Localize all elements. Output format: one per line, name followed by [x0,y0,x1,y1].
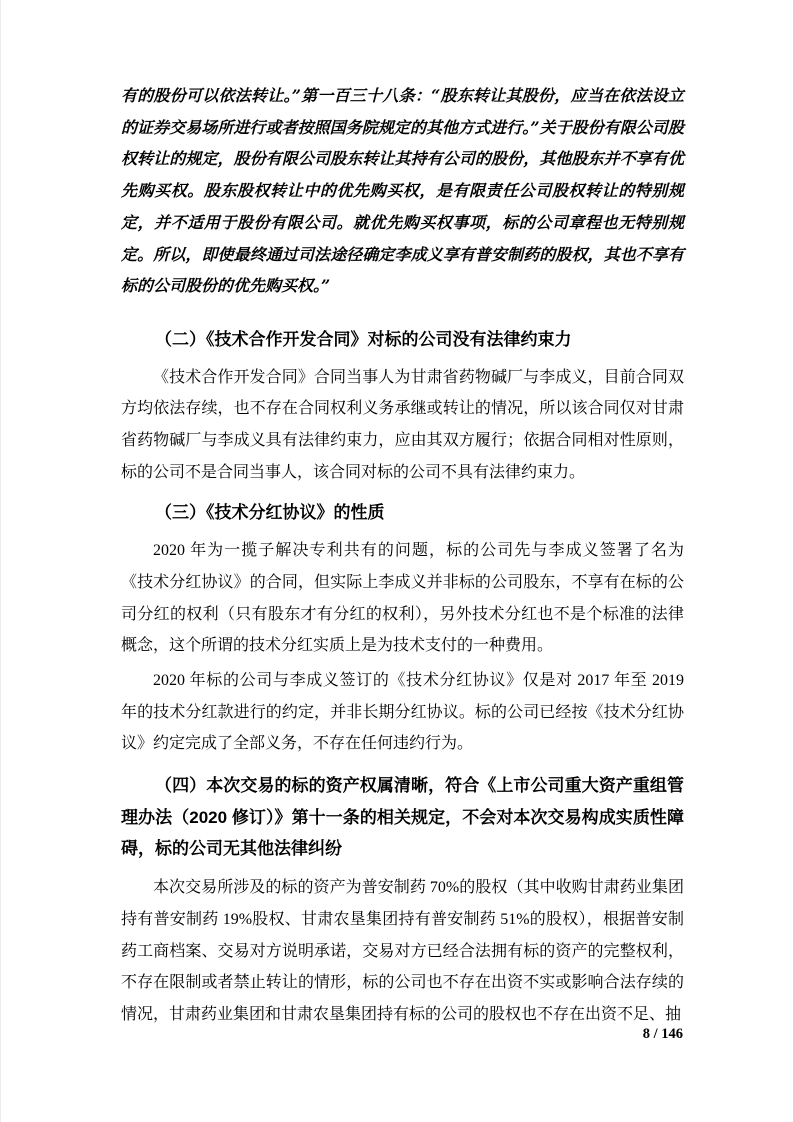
paragraph-target-assets-ownership: 本次交易所涉及的标的资产为普安制药 70%的股权（其中收购甘肃药业集团持有普安制药 19%股权、甘肃农垦集团持有普安制药 51%的股权），根据普安制药工商档案、交易对方说明承诺，交易对方已经合法拥有标的资产的完整权利，不存在限制或者禁止转让的情形，标的公司也不存在出资不实或影响合法存续的情况，甘肃药业集团和甘肃农垦集团持有标的公司的股权也不存在出资不足、抽 [121,879,684,1023]
paragraph-tech-cooperation-contract: 《技术合作开发合同》合同当事人为甘肃省药物碱厂与李成义，目前合同双方均依法存续，也不存在合同权利义务承继或转让的情况，所以该合同仅对甘肃省药物碱厂与李成义具有法律约束力，应由其双方履行；依据合同相对性原则，标的公司不是合同当事人，该合同对标的公司不具有法律约束力。 [121,368,684,481]
document-content [121,80,684,1031]
continued-quote-paragraph: 有的股份可以依法转让。”第一百三十八条：“股东转让其股份，应当在依法设立的证券交易场所进行或者按照国务院规定的其他方式进行。”关于股份有限公司股权转让的规定，股份有限公司股东转让其持有公司的股份，其他股东并不享有优先购买权。股东股权转让中的优先购买权，是有限责任公司股权转让的特别规定，并不适用于股份有限公司。就优先购买权事项，标的公司章程也无特别规定。所以，即使最终通过司法途径确定李成义享有普安制药的股权，其也不享有标的公司股份的优先购买权。” [121,86,684,296]
page-number: 8 / 146 [642,1026,683,1042]
section-heading-iv: （四）本次交易的标的资产权属清晰，符合《上市公司重大资产重组管理办法（2020 修订）》第十一条的相关规定，不会对本次交易构成实质性障碍，标的公司无其他法律纠纷 [121,776,684,859]
paragraph-dividend-agreement-scope: 2020 年标的公司与李成义签订的《技术分红协议》仅是对 2017 年至 2019 年的技术分红款进行的约定，并非长期分红协议。标的公司已经按《技术分红协议》约定完成了全部义务，不存在任何违约行为。 [121,671,684,753]
section-heading-iii: （三）《技术分红协议》的性质 [155,503,385,523]
paragraph-dividend-agreement-nature: 2020 年为一揽子解决专利共有的问题，标的公司先与李成义签署了名为《技术分红协议》的合同，但实际上李成义并非标的公司股东，不享有在标的公司分红的权利（只有股东才有分红的权利），另外技术分红也不是个标准的法律概念，这个所谓的技术分红实质上是为技术支付的一种费用。 [121,542,684,655]
section-heading-ii: （二）《技术合作开发合同》对标的公司没有法律约束力 [155,329,572,349]
